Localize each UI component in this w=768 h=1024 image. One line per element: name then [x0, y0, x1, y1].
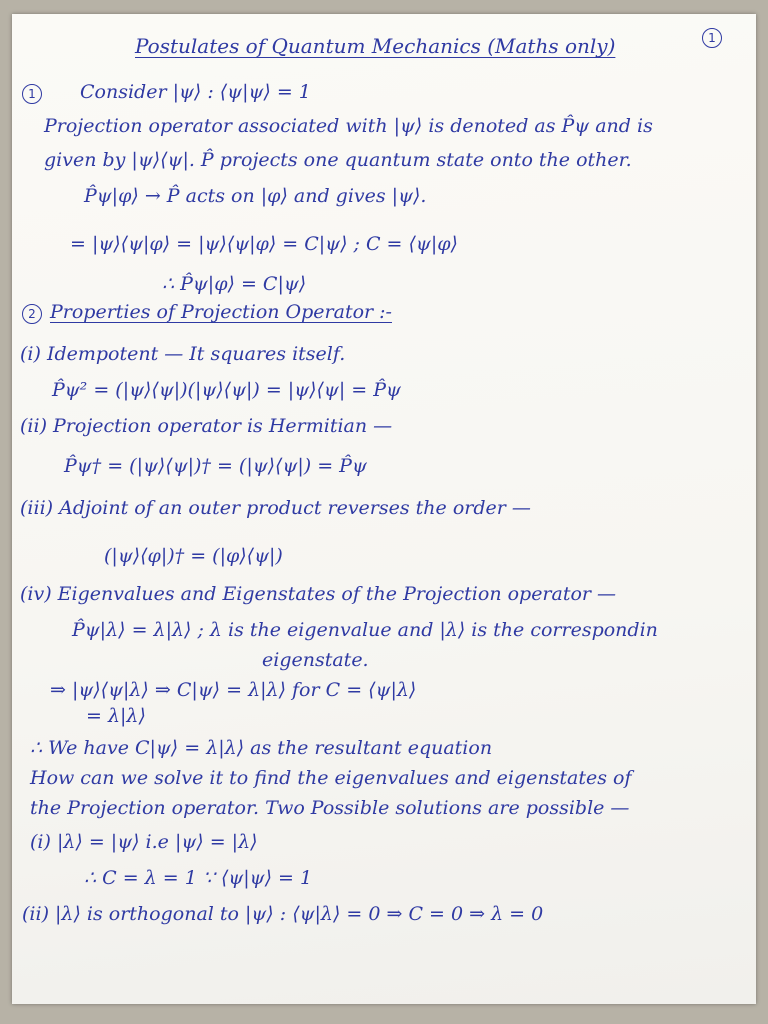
- section-2-line: (i) Idempotent — It squares itself.: [20, 343, 346, 365]
- section-2-line: (ii) |λ⟩ is orthogonal to |ψ⟩ : ⟨ψ|λ⟩ = 0 ⇒ C = 0 ⇒ λ = 0: [22, 903, 544, 925]
- section-2-line: ∴ We have C|ψ⟩ = λ|λ⟩ as the resultant equation: [30, 737, 493, 759]
- notebook-page: [12, 14, 756, 1004]
- section-1-line: P̂ψ|φ⟩ → P̂ acts on |φ⟩ and gives |ψ⟩.: [84, 185, 427, 207]
- section-2-line: P̂ψ† = (|ψ⟩⟨ψ|)† = (|ψ⟩⟨ψ|) = P̂ψ: [64, 455, 367, 477]
- section-2-line: (|ψ⟩⟨φ|)† = (|φ⟩⟨ψ|): [104, 545, 283, 567]
- section-2-line: (iv) Eigenvalues and Eigenstates of the Projection operator —: [20, 583, 617, 605]
- section-2-line: ∴ C = λ = 1 ∵ ⟨ψ|ψ⟩ = 1: [84, 867, 313, 889]
- section-1-line: = |ψ⟩⟨ψ|φ⟩ = |ψ⟩⟨ψ|φ⟩ = C|ψ⟩ ; C = ⟨ψ|φ⟩: [70, 233, 458, 255]
- page-number: 1: [702, 28, 722, 48]
- section-1-line: ∴ P̂ψ|φ⟩ = C|ψ⟩: [162, 273, 307, 295]
- section-2-line: How can we solve it to find the eigenvalues and eigenstates of: [30, 767, 632, 789]
- section-2-line: (ii) Projection operator is Hermitian —: [20, 415, 393, 437]
- section-1-line: Projection operator associated with |ψ⟩ is denoted as P̂ψ and is: [44, 115, 653, 137]
- section-2-line: (i) |λ⟩ = |ψ⟩ i.e |ψ⟩ = |λ⟩: [30, 831, 258, 853]
- section-2-line: eigenstate.: [262, 649, 369, 671]
- section-2-line: (iii) Adjoint of an outer product reverses the order —: [20, 497, 531, 519]
- section-1-line: Consider |ψ⟩ : ⟨ψ|ψ⟩ = 1: [80, 81, 311, 103]
- section-2-line: ⇒ |ψ⟩⟨ψ|λ⟩ ⇒ C|ψ⟩ = λ|λ⟩ for C = ⟨ψ|λ⟩: [50, 679, 417, 701]
- section-2-line: P̂ψ|λ⟩ = λ|λ⟩ ; λ is the eigenvalue and |λ⟩ is the correspondin: [72, 619, 658, 641]
- section-1-number: 1: [22, 84, 42, 104]
- section-1-line: given by |ψ⟩⟨ψ|. P̂ projects one quantum state onto the other.: [44, 149, 632, 171]
- page-title: Postulates of Quantum Mechanics (Maths only): [135, 34, 616, 58]
- section-2-line: = λ|λ⟩: [86, 705, 146, 727]
- section-2-line: P̂ψ² = (|ψ⟩⟨ψ|)(|ψ⟩⟨ψ|) = |ψ⟩⟨ψ| = P̂ψ: [52, 379, 401, 401]
- section-2-line: the Projection operator. Two Possible solutions are possible —: [30, 797, 630, 819]
- section-2-number: 2: [22, 304, 42, 324]
- section-2-heading: Properties of Projection Operator :-: [50, 301, 392, 323]
